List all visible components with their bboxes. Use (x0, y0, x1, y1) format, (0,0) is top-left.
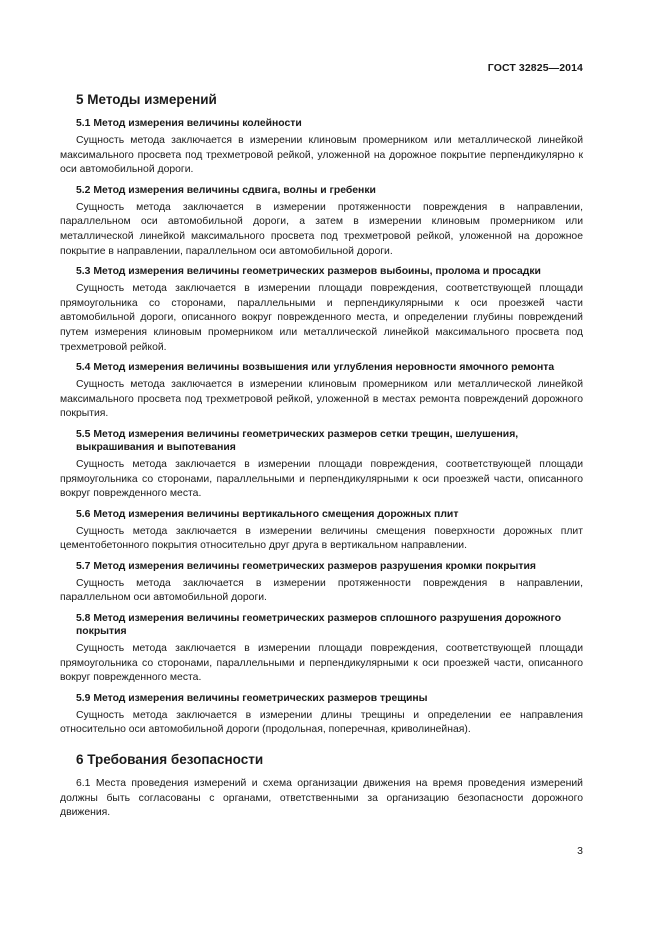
subsection-5-8-heading: 5.8 Метод измерения величины геометрических размеров сплошного разрушения дорожного покрытия (76, 613, 562, 638)
subsection-5-2-text: Сущность метода заключается в измерении протяженности повреждения в направлении, параллельном оси автомобильной дороги, а затем в измерении клиновым промерником или металлической линейкой максимального просвета под трехметровой рейкой, уложенной на дорожное покрытие в направлении, параллельном оси автомобильной дороги. (60, 201, 583, 257)
subsection-5-7-text: Сущность метода заключается в измерении протяженности повреждения в направлении, параллельном оси автомобильной дороги. (60, 577, 583, 604)
subsection-5-4-heading: 5.4 Метод измерения величины возвышения или углубления неровности ямочного ремонта (76, 362, 555, 374)
subsection-5-6-heading: 5.6 Метод измерения величины вертикального смещения дорожных плит (76, 508, 459, 520)
subsection-5-7-heading: 5.7 Метод измерения величины геометрических размеров разрушения кромки покрытия (76, 560, 536, 572)
section-6-1-text: 6.1 Места проведения измерений и схема организации движения на время проведения измерений должны быть согласованы с органами, ответственными за организацию безопасности дорожного движения. (60, 778, 583, 819)
subsection-5-9-text: Сущность метода заключается в измерении длины трещины и определении ее направления относительно оси автомобильной дороги (продольная, поперечная, криволинейная). (60, 709, 583, 736)
subsection-5-1-heading: 5.1 Метод измерения величины колейности (76, 118, 302, 129)
document-header: ГОСТ 32825—2014 (487, 62, 583, 74)
subsection-5-6-text: Сущность метода заключается в измерении величины смещения поверхности дорожных плит цементобетонного покрытия относительно друг друга в вертикальном направлении. (60, 525, 583, 552)
section-5-title: 5 Методы измерений (76, 92, 217, 107)
subsection-5-1-text: Сущность метода заключается в измерении клиновым промерником или металлической линейкой максимального просвета под трехметровой рейкой, уложенной на дорожное покрытие перпендикулярно к оси автомобильной дороги. (60, 135, 583, 176)
subsection-5-8-text: Сущность метода заключается в измерении площади повреждения, соответствующей площади прямоугольника со сторонами, параллельными и перпендикулярными к оси проезжей части, описанного вокруг поврежденного места. (60, 643, 583, 684)
subsection-5-9-heading: 5.9 Метод измерения величины геометрических размеров трещины (76, 692, 428, 704)
subsection-5-5-text: Сущность метода заключается в измерении площади повреждения, соответствующей площади прямоугольника со сторонами, параллельными и перпендикулярными к оси проезжей части, описанного вокруг поврежденного места. (60, 458, 583, 500)
subsection-5-3-text: Сущность метода заключается в измерении площади повреждения, соответствующей площади прямоугольника со сторонами, параллельными и перпендикулярными к оси проезжей части автомобильной дороги, описанного вокруг поврежденного места, и определении глубины повреждений путем измерения клиновым промерником или металлической линейкой максимального просвета под трехметровой рейкой. (60, 283, 583, 353)
subsection-5-4-text: Сущность метода заключается в измерении клиновым промерником или металлической линейкой максимального просвета под трехметровой рейкой, уложенной в местах ремонта повреждений дорожного покрытия. (60, 379, 583, 420)
subsection-5-3-heading: 5.3 Метод измерения величины геометрических размеров выбоины, пролома и просадки (76, 266, 541, 278)
subsection-5-5-heading: 5.5 Метод измерения величины геометрических размеров сетки трещин, шелушения, выкрашивания и выпотевания (76, 428, 519, 453)
subsection-5-2-heading: 5.2 Метод измерения величины сдвига, волны и гребенки (76, 184, 376, 196)
page-number: 3 (577, 845, 583, 857)
section-6-title: 6 Требования безопасности (76, 752, 264, 768)
page-content (60, 92, 583, 827)
